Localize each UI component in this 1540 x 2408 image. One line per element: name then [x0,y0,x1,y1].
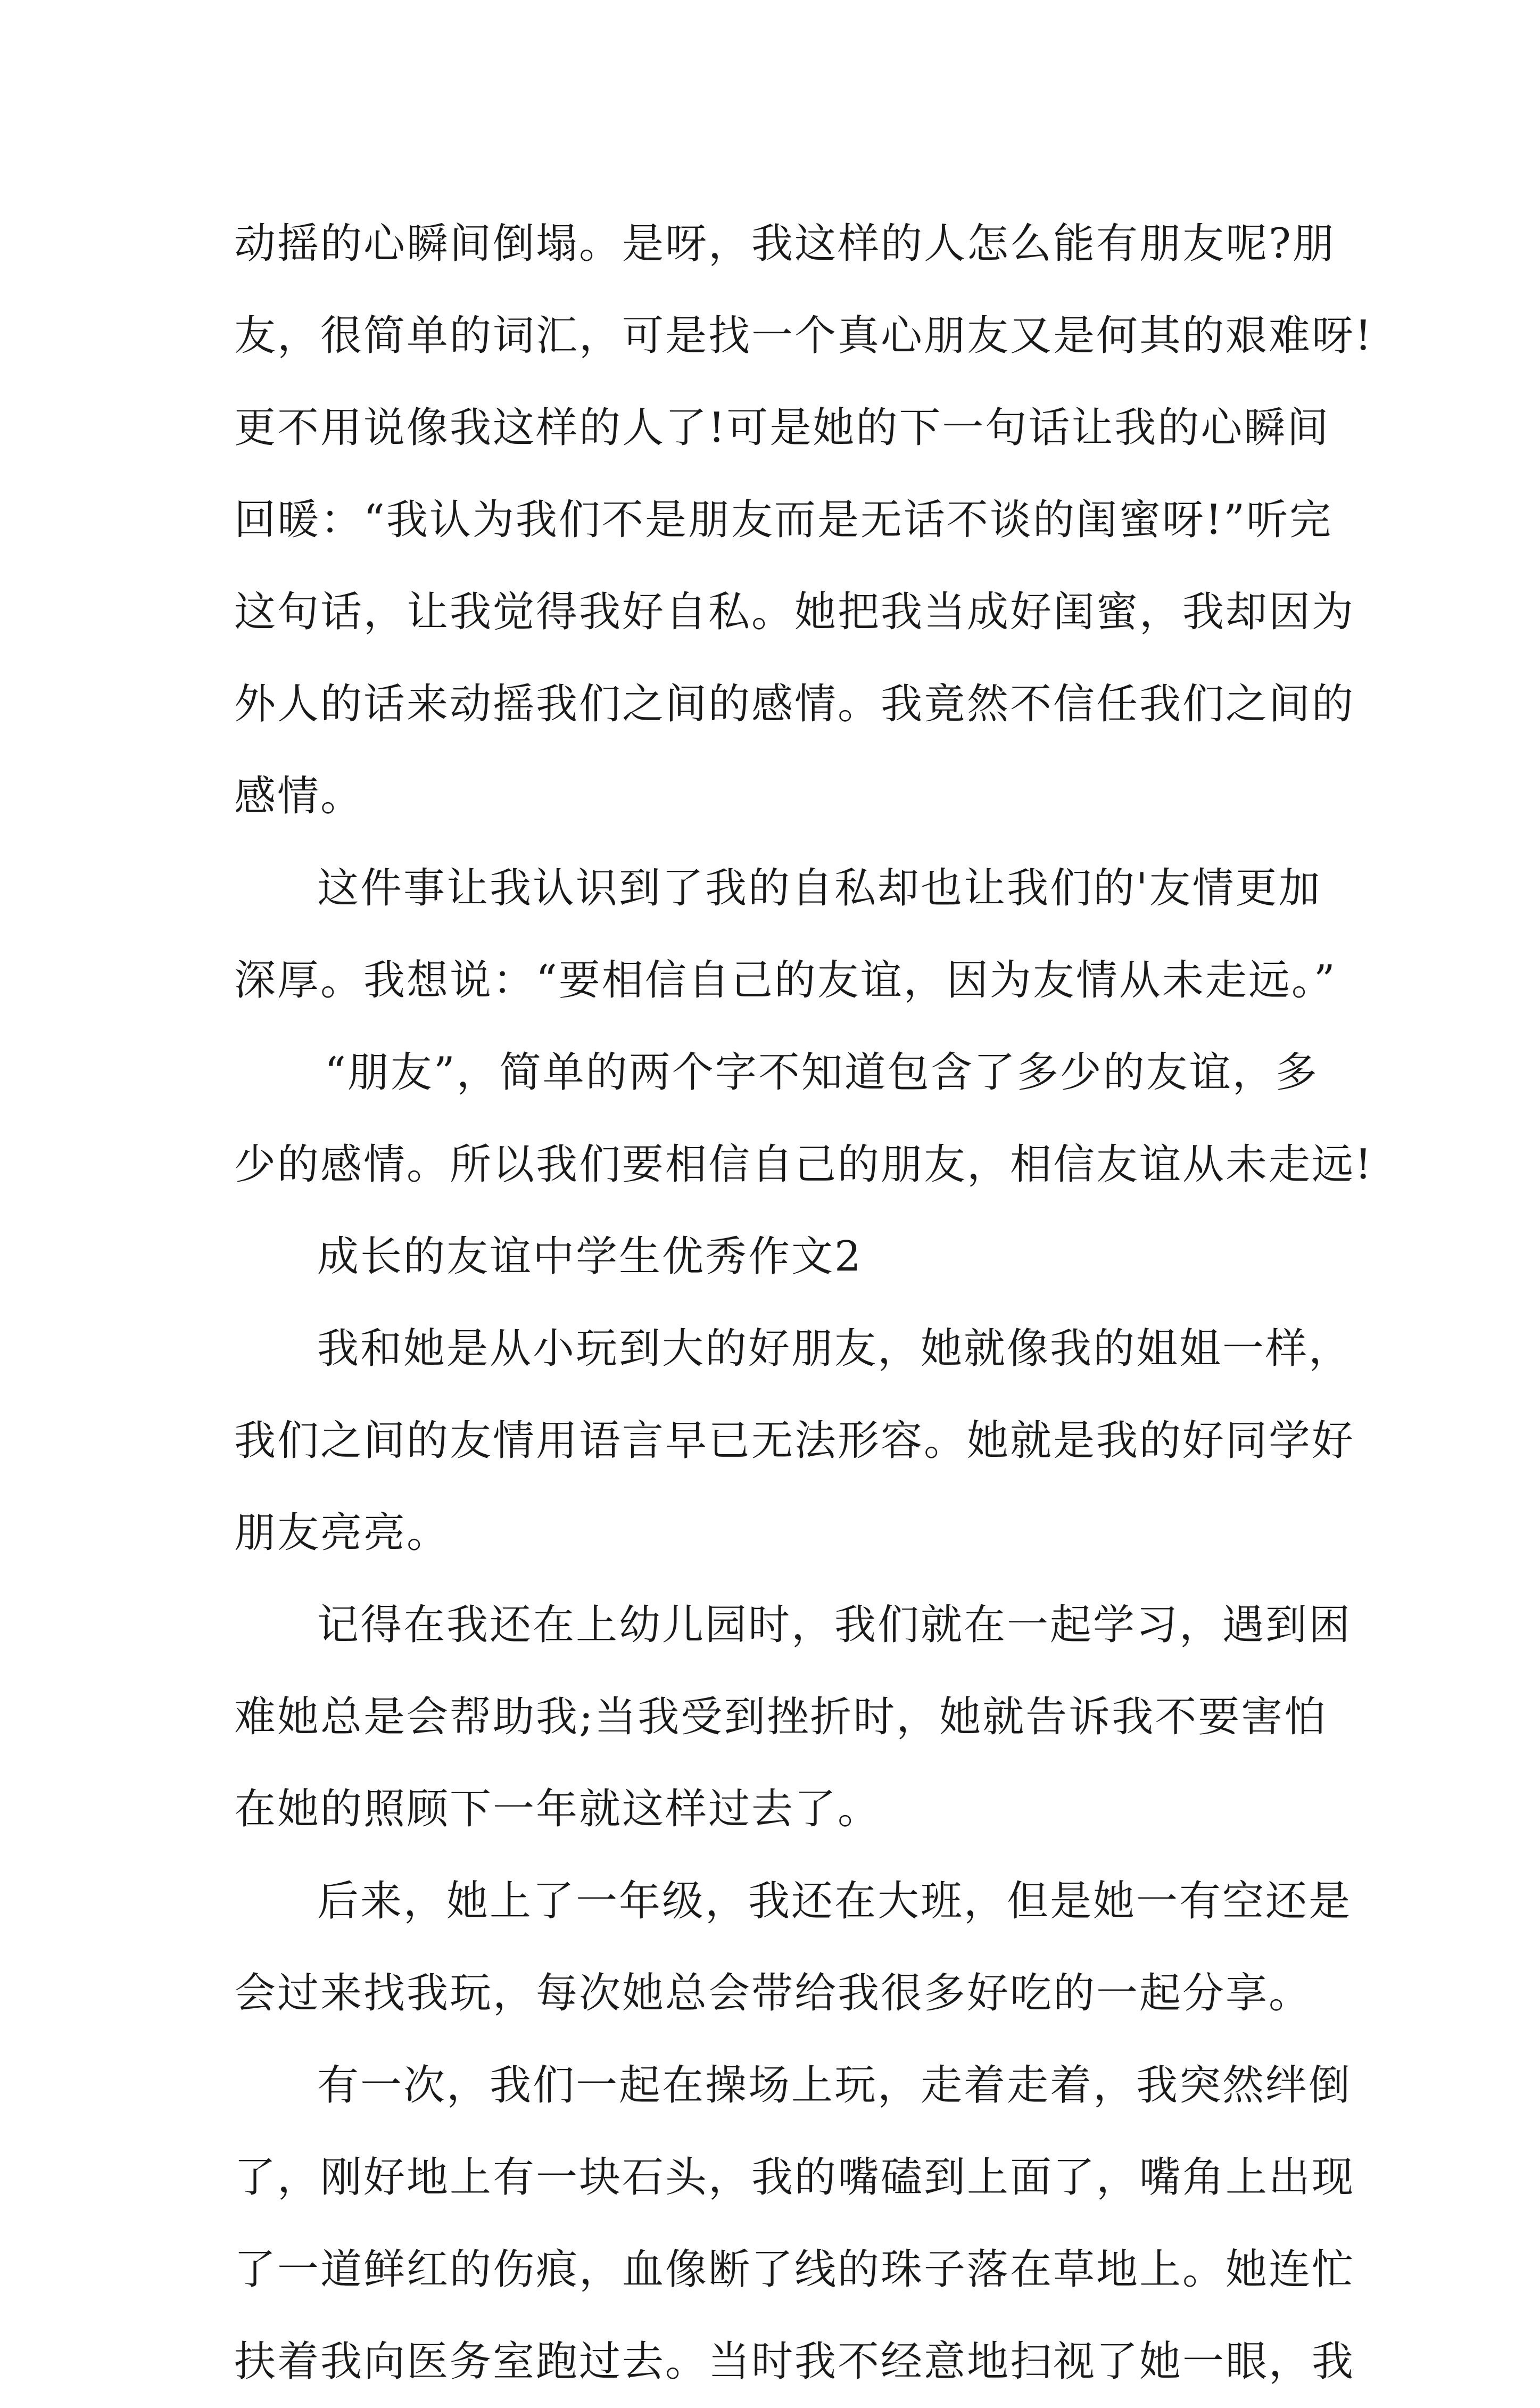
text-line: 我和她是从小玩到大的好朋友，她就像我的姐姐一样， [317,1325,1352,1373]
text-line: 有一次，我们一起在操场上玩，走着走着，我突然绊倒 [317,2061,1352,2109]
text-line: 后来，她上了一年级，我还在大班，但是她一有空还是 [317,1877,1352,1925]
text-line: 深厚。我想说：“要相信自己的友谊，因为友情从未走远。” [234,956,1337,1004]
text-line: 扶着我向医务室跑过去。当时我不经意地扫视了她一眼，我 [234,2338,1355,2386]
essay-subtitle: 成长的友谊中学生优秀作文2 [317,1233,863,1281]
text-line: 难她总是会帮助我;当我受到挫折时，她就告诉我不要害怕 [234,1693,1328,1741]
text-line: 了一道鲜红的伤痕，血像断了线的珠子落在草地上。她连忙 [234,2246,1355,2294]
text-line: 在她的照顾下一年就这样过去了。 [234,1785,881,1833]
text-line: 记得在我还在上幼儿园时，我们就在一起学习，遇到困 [317,1601,1352,1649]
text-line: 外人的话来动摇我们之间的感情。我竟然不信任我们之间的 [234,680,1355,728]
text-line: 朋友亮亮。 [234,1509,450,1557]
text-line: 回暖：“我认为我们不是朋友而是无话不谈的闺蜜呀!”听完 [234,496,1333,544]
text-line: 我们之间的友情用语言早已无法形容。她就是我的好同学好 [234,1417,1355,1465]
text-line: 动摇的心瞬间倒塌。是呀，我这样的人怎么能有朋友呢?朋 [234,220,1336,268]
text-line: “朋友”，简单的两个字不知道包含了多少的友谊，多 [325,1049,1319,1096]
text-line: 少的感情。所以我们要相信自己的朋友，相信友谊从未走远! [234,1141,1373,1189]
essay-body [234,198,1373,2408]
text-line: 了，刚好地上有一块石头，我的嘴磕到上面了，嘴角上出现 [234,2154,1355,2201]
text-line: 感情。 [234,772,364,820]
text-line: 友，很简单的词汇，可是找一个真心朋友又是何其的艰难呀! [234,312,1373,360]
text-line: 更不用说像我这样的人了!可是她的下一句话让我的心瞬间 [234,404,1330,452]
text-line: 这件事让我认识到了我的自私却也让我们的'友情更加 [317,864,1322,912]
text-line: 会过来找我玩，每次她总会带给我很多好吃的一起分享。 [234,1969,1312,2017]
text-line: 这句话，让我觉得我好自私。她把我当成好闺蜜，我却因为 [234,588,1355,636]
